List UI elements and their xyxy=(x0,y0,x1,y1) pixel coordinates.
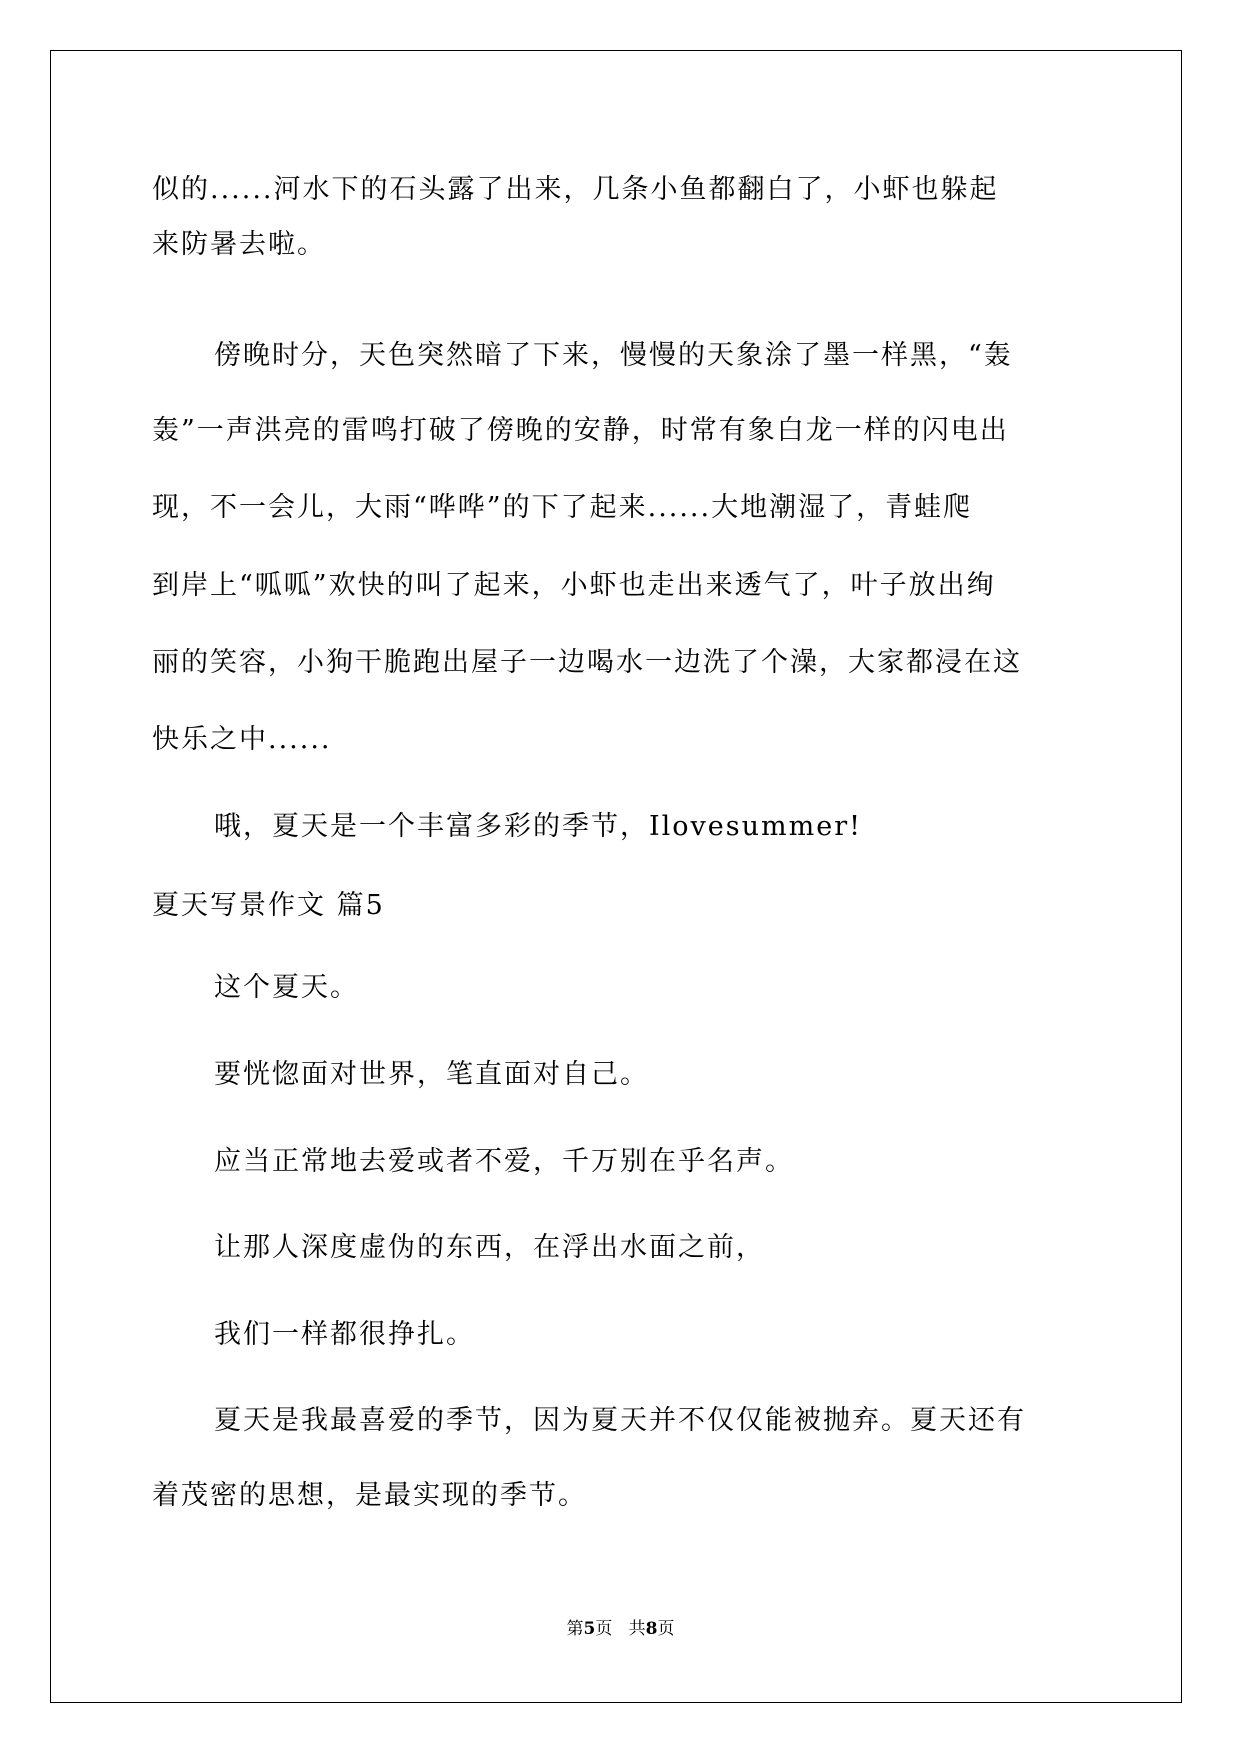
body-line: 似的......河水下的石头露了出来，几条小鱼都翻白了，小虾也躲起 xyxy=(152,174,999,205)
body-line: 着茂密的思想，是最实现的季节。 xyxy=(152,1480,587,1511)
body-line: 轰”一声洪亮的雷鸣打破了傍晚的安静，时常有象白龙一样的闪电出 xyxy=(152,415,1009,446)
body-line: 来防暑去啦。 xyxy=(152,229,326,260)
body-line: 现，不一会儿，大雨“哗哗”的下了起来......大地潮湿了，青蛙爬 xyxy=(152,492,973,523)
body-line: 到岸上“呱呱”欢快的叫了起来，小虾也走出来透气了，叶子放出绚 xyxy=(152,570,996,601)
paragraph-start-line: 我们一样都很挣扎。 xyxy=(214,1319,475,1350)
paragraph-start-line: 夏天是我最喜爱的季节，因为夏天并不仅仅能被抛弃。夏天还有 xyxy=(214,1405,1026,1436)
paragraph-start-line: 哦，夏天是一个丰富多彩的季节，Ilovesummer! xyxy=(214,811,862,842)
footer-suffix: 页 xyxy=(657,1619,675,1639)
body-line: 丽的笑容，小狗干脆跑出屋子一边喝水一边洗了个澡，大家都浸在这 xyxy=(152,647,1022,678)
footer-page-number: 5 xyxy=(583,1619,596,1639)
paragraph-start-line: 这个夏天。 xyxy=(214,972,359,1003)
paragraph-start-line: 傍晚时分，天色突然暗了下来，慢慢的天象涂了墨一样黑，“轰 xyxy=(214,340,1013,371)
footer-middle: 页 共 xyxy=(595,1619,646,1639)
paragraph-start-line: 要恍惚面对世界，笔直面对自己。 xyxy=(214,1059,649,1090)
page-footer xyxy=(0,1618,1241,1640)
paragraph-start-line: 应当正常地去爱或者不爱，千万别在乎名声。 xyxy=(214,1146,794,1177)
section-heading: 夏天写景作文 篇5 xyxy=(152,890,385,921)
footer-prefix: 第 xyxy=(566,1619,584,1639)
page-border xyxy=(50,50,1182,1703)
body-line: 快乐之中...... xyxy=(152,724,332,755)
paragraph-start-line: 让那人深度虚伪的东西，在浮出水面之前， xyxy=(214,1232,765,1263)
footer-total-pages: 8 xyxy=(645,1619,658,1639)
